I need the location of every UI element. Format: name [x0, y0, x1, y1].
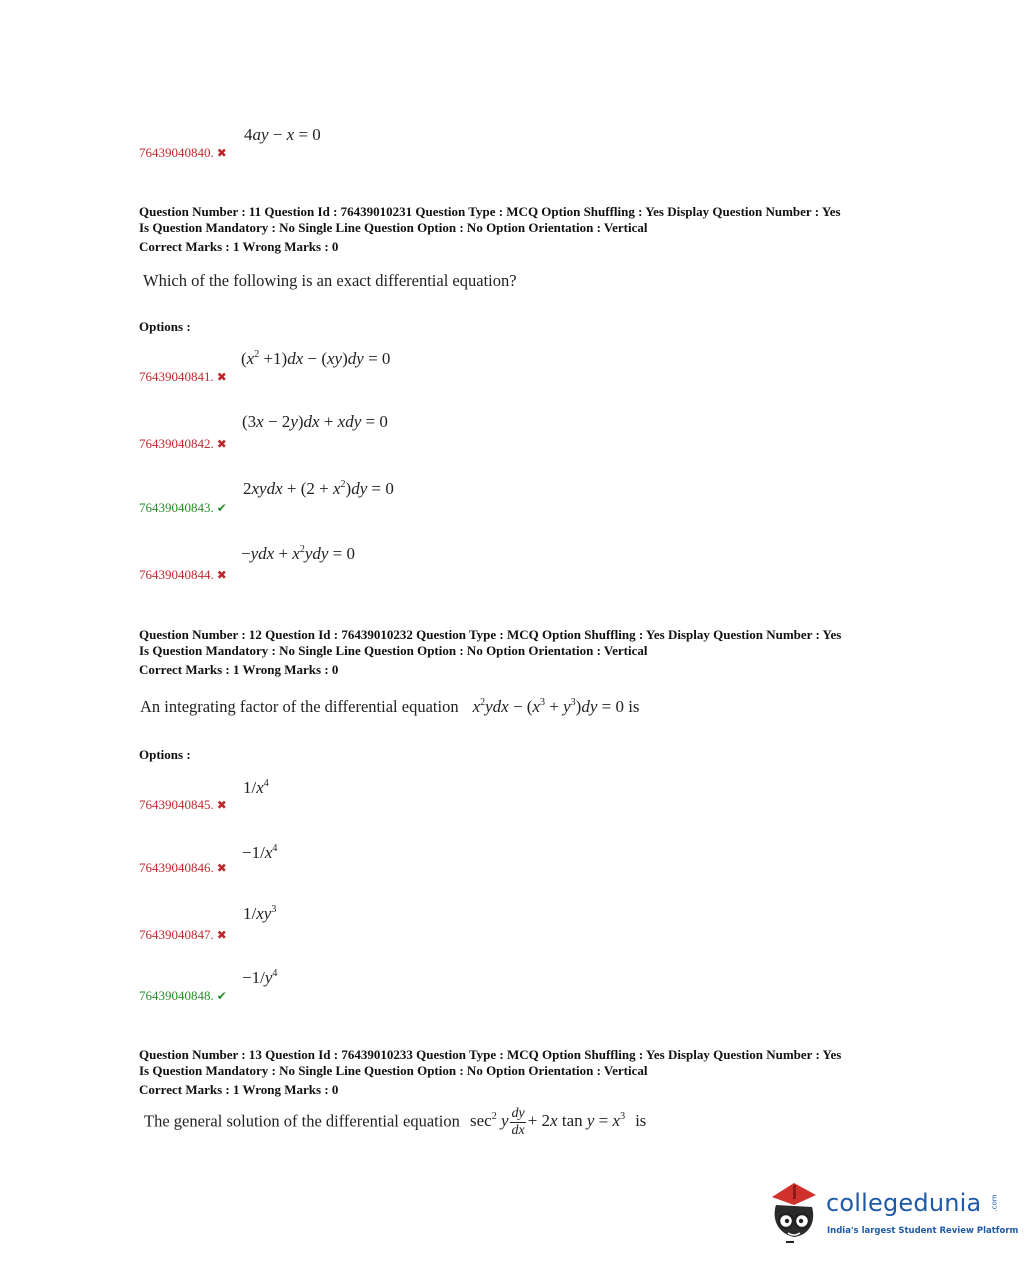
brand-name: collegedunia — [826, 1189, 982, 1217]
option-formula: (3x − 2y)dx + xdy = 0 — [242, 412, 388, 431]
options-label: Options : — [139, 747, 191, 762]
question-text: Which of the following is an exact differential equation? — [143, 271, 517, 290]
question-text: An integrating factor of the differential equation $x^2ydx - (x^3 + y^3)dy = 0$ is — [140, 697, 640, 716]
option-formula: $-ydx + x^2ydy = 0$ — [241, 544, 356, 563]
wrong-icon: ✖ — [216, 861, 227, 875]
options-label: Options : — [139, 319, 191, 334]
wrong-icon: ✖ — [216, 568, 227, 582]
question-text: The general solution of the differential equation $\sec^2 y$ $\frac{dy}{dx}$ + 2x $\tan y = x^3$ is — [144, 1106, 647, 1138]
check-icon: ✔ — [216, 989, 227, 1003]
wrong-icon: ✖ — [216, 437, 227, 451]
check-icon: ✔ — [216, 501, 227, 515]
brand-tagline: India's largest Student Review Platform — [827, 1226, 1019, 1236]
option-id: 76439040846. ✖ — [139, 860, 227, 875]
question-meta: Question Number : 11 Question Id : 76439010231 Question Type : MCQ Option Shuffling : Yes Display Question Number : Yes Is Question Mandatory : No Single Line Question Option : No Option Orientation : Vertical Correct Marks : 1 Wrong Marks : 0 — [139, 204, 841, 254]
option-id: 76439040847. ✖ — [139, 927, 227, 942]
collegedunia-logo — [766, 1175, 1019, 1255]
option-id: 76439040848. ✔ — [139, 988, 227, 1003]
option-id: 76439040842. ✖ — [139, 436, 227, 451]
option-formula: $1/x^4$ — [243, 778, 269, 797]
question-meta: Question Number : 13 Question Id : 76439010233 Question Type : MCQ Option Shuffling : Yes Display Question Number : Yes Is Question Mandatory : No Single Line Question Option : No Option Orientation : Vertical Correct Marks : 1 Wrong Marks : 0 — [139, 1047, 842, 1097]
question-meta: Question Number : 12 Question Id : 76439010232 Question Type : MCQ Option Shuffling : Yes Display Question Number : Yes Is Question Mandatory : No Single Line Question Option : No Option Orientation : Vertical Correct Marks : 1 Wrong Marks : 0 — [139, 627, 842, 677]
mascot-icon — [766, 1175, 826, 1247]
option-id: 76439040841. ✖ — [139, 369, 227, 384]
option-formula: $-1/x^4$ — [242, 843, 278, 862]
wrong-icon: ✖ — [216, 370, 227, 384]
option-formula: 4ay − x = 0 — [244, 125, 321, 144]
option-formula: $1/xy^3$ — [243, 904, 277, 923]
option-formula: 2xydx + $(2 + x^2)dy = 0$ — [243, 479, 394, 498]
wrong-icon: ✖ — [216, 146, 227, 160]
wrong-icon: ✖ — [216, 928, 227, 942]
option-id: 76439040844. ✖ — [139, 567, 227, 582]
brand-com: .com — [990, 1194, 999, 1212]
wrong-icon: ✖ — [216, 798, 227, 812]
option-formula: $(x^2 +1)dx - (xy)dy = 0$ — [241, 349, 391, 368]
option-formula: $-1/y^4$ — [242, 968, 278, 987]
option-id: 76439040840. ✖ — [139, 145, 227, 160]
option-id: 76439040845. ✖ — [139, 797, 227, 812]
option-id: 76439040843. ✔ — [139, 500, 227, 515]
